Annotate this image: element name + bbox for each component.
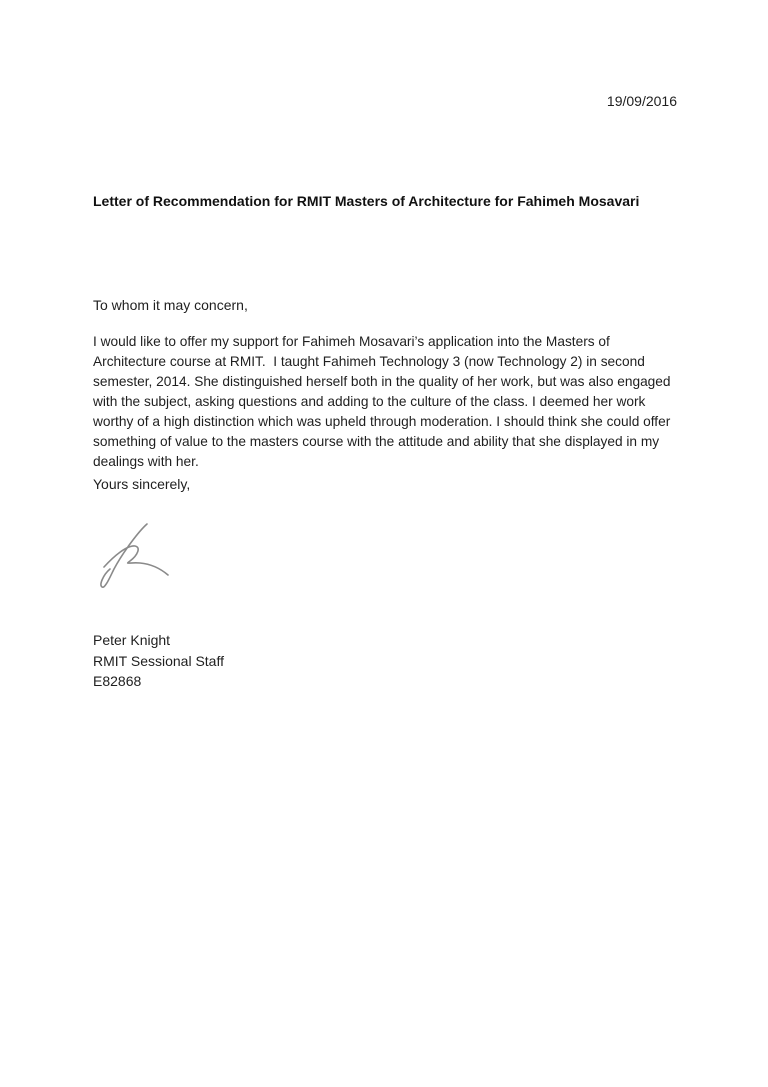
signatory-staff-id: E82868 — [93, 673, 142, 689]
letter-title: Letter of Recommendation for RMIT Masters of Architecture for Fahimeh Mosavari — [93, 193, 640, 209]
letter-closing: Yours sincerely, — [93, 476, 191, 492]
signatory-role: RMIT Sessional Staff — [93, 652, 224, 669]
letter-date: 19/09/2016 — [606, 93, 677, 109]
letter-body: I would like to offer my support for Fahimeh Mosavari’s application into the Masters of Architecture course at RMIT. I taught Fahimeh Technology 3 (now Technology 2) in second semester, 2014. She distinguished herself both in the quality of her work, but was also engaged with the subject, asking questions and adding to the culture of the class. I deemed her work worthy of a high distinction which was upheld through moderation. I should think she could offer something of value to the masters course with the attitude and ability that she displayed in my dealings with her. — [93, 334, 675, 469]
handwritten-signature-icon — [93, 518, 173, 594]
letter-salutation: To whom it may concern, — [93, 297, 248, 313]
signature-block — [93, 630, 224, 692]
signatory-name: Peter Knight — [93, 632, 171, 648]
